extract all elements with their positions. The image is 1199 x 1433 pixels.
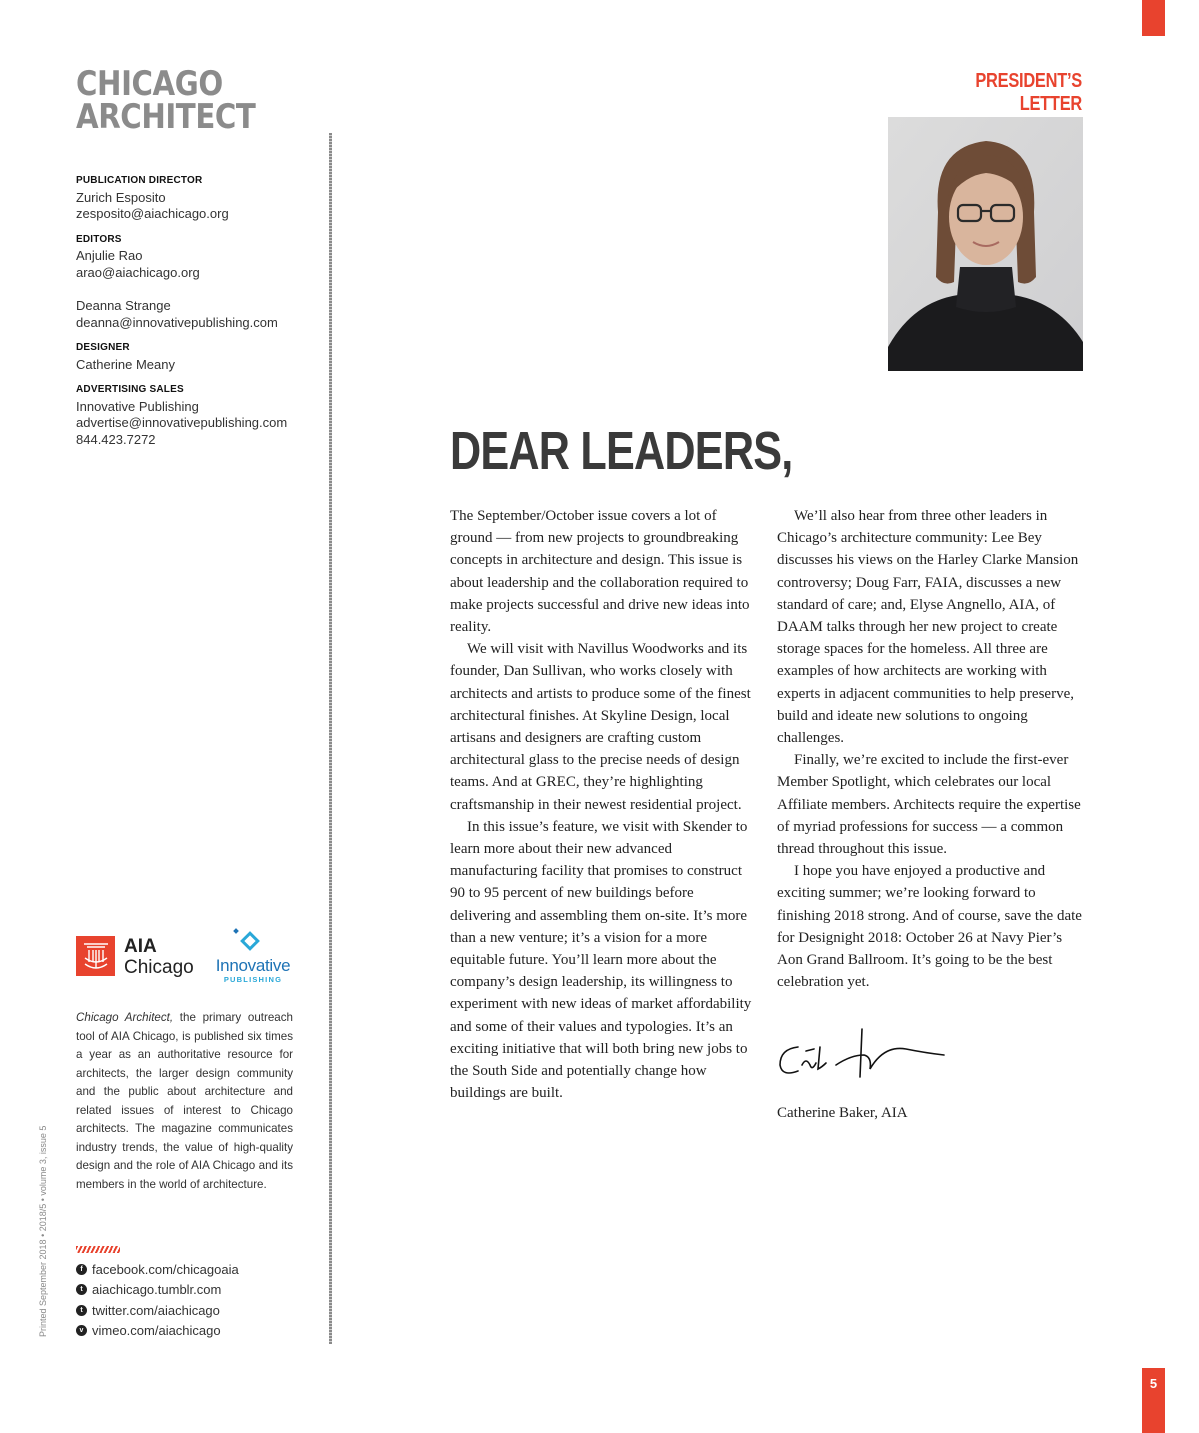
staff-name: Anjulie Rao — [76, 248, 143, 263]
signer-name: Catherine Baker, AIA — [777, 1105, 908, 1121]
masthead-line-1: CHICAGO — [76, 64, 223, 104]
section-label-text: PRESIDENT’S LETTER — [975, 70, 1082, 115]
staff-email[interactable]: advertise@innovativepublishing.com — [76, 415, 288, 430]
social-link-text[interactable]: vimeo.com/aiachicago — [92, 1323, 221, 1339]
headline-text: DEAR LEADERS, — [450, 421, 793, 481]
innovative-logo-name: Innovative — [215, 956, 291, 975]
aia-chicago-logo-text — [124, 936, 194, 978]
staff-role: DESIGNER — [76, 342, 130, 353]
about-text: the primary outreach tool of AIA Chicago, is published six times a year as an authoritative resource for architects, the larger design community and the public about architecture and related issues of interest to Chicago architects. The magazine communicates industry trends, the value of high-quality design and the role of AIA Chicago and its members in the world of architecture. — [76, 1011, 294, 1191]
letter-paragraph: I hope you have enjoyed a productive and exciting summer; we’re looking forward to finishing 2018 strong. And of course, save the date for Designight 2018: October 26 at Navy Pier’s Aon Grand Ballroom. It’s going to be the best celebration yet. — [777, 863, 1082, 991]
staff-role: ADVERTISING SALES — [76, 384, 184, 395]
president-portrait — [888, 117, 1083, 371]
about-blurb — [76, 1009, 293, 1194]
facebook-icon: f — [76, 1264, 87, 1275]
aia-logo-icon — [76, 936, 115, 976]
staff-role: EDITORS — [76, 233, 122, 245]
staff-email[interactable]: zesposito@aiachicago.org — [76, 206, 229, 221]
innovative-logo-sub: PUBLISHING — [223, 975, 283, 984]
staff-email[interactable]: arao@aiachicago.org — [76, 264, 200, 280]
twitter-icon: t — [76, 1305, 87, 1316]
letter-paragraph: The September/October issue covers a lot of ground — from new projects to groundbreaking concepts in architecture and design. This issue is about leadership and the collaboration required to make projects successful and drive new ideas into reality. — [450, 508, 750, 636]
masthead-title — [76, 64, 336, 137]
staff-name: Innovative Publishing — [76, 398, 199, 414]
social-link-vimeo[interactable] — [76, 1321, 239, 1342]
staff-role: PUBLICATION DIRECTOR — [76, 175, 203, 186]
headline — [450, 420, 878, 482]
social-link-text[interactable]: facebook.com/chicagoaia — [92, 1261, 239, 1277]
innovative-logo-icon — [232, 928, 266, 958]
section-label — [900, 70, 1082, 116]
staff-name: Catherine Meany — [76, 356, 175, 372]
social-link-tumblr[interactable] — [76, 1280, 239, 1301]
social-link-text[interactable]: aiachicago.tumblr.com — [92, 1282, 222, 1298]
staff-name: Deanna Strange — [76, 298, 171, 313]
letter-paragraph: We’ll also hear from three other leaders in Chicago’s architecture community: Lee Bey discusses his views on the Harley Clarke Mansion controversy; Doug Farr, FAIA, discusses a new standard of care; and, Elyse Angnello, AIA, of DAAM talks through her new project to create storage spaces for the homeless. All three are examples of how architects are working with experts in adjacent communities to help preserve, build and ideate new solutions to ongoing challenges. — [777, 508, 1079, 747]
print-note: Printed September 2018 • 2018/5 • volume 3, issue 5 — [38, 1125, 48, 1337]
decorative-stripes — [76, 1246, 120, 1253]
about-italic-title: Chicago Architect, — [76, 1011, 174, 1024]
letter-paragraph: In this issue’s feature, we visit with Skender to learn more about their new advanced manufacturing facility that promises to construct 90 to 95 percent of new buildings before delivering and assembling them on-site. It’s more than a new venture; it’s a vision for a more equitable future. You’ll learn more about the company’s design leadership, its willingness to experiment with new ideas of market affordability and some of their values and typologies. It’s an exciting initiative that will both bring new jobs to the South Side and potentially change how buildings are built. — [450, 818, 752, 1102]
page-number: 5 — [1149, 1376, 1158, 1391]
signature-image — [776, 1025, 951, 1085]
letter-column-1 — [450, 505, 755, 1104]
letter-paragraph: We will visit with Navillus Woodworks and its founder, Dan Sullivan, who works closely with architects and artists to produce some of the finest architectural finishes. At Skyline Design, local artisans and designers are crafting custom architectural glass to the precise needs of design teams. And at GREC, they’re highlighting craftsmanship in their newest residential project. — [450, 641, 751, 813]
staff-phone: 844.423.7272 — [76, 431, 156, 447]
vimeo-icon: v — [76, 1325, 87, 1336]
staff-name: Zurich Esposito — [76, 189, 166, 205]
vertical-divider — [329, 133, 332, 1344]
tumblr-icon: t — [76, 1284, 87, 1295]
staff-list — [76, 173, 326, 448]
red-tab-top — [1142, 0, 1165, 36]
social-link-text[interactable]: twitter.com/aiachicago — [92, 1302, 220, 1318]
letter-paragraph: Finally, we’re excited to include the first-ever Member Spotlight, which celebrates our local Affiliate members. Architects require the expertise of myriad professions for success — a common thread throughout this issue. — [777, 752, 1081, 858]
aia-logo-line-1: AIA — [124, 936, 157, 957]
letter-column-2 — [777, 505, 1082, 993]
staff-email[interactable]: deanna@innovativepublishing.com — [76, 314, 278, 330]
innovative-logo-text — [215, 957, 291, 984]
social-link-facebook[interactable] — [76, 1259, 239, 1280]
masthead-line-2: ARCHITECT — [76, 97, 256, 137]
social-link-twitter[interactable] — [76, 1300, 239, 1321]
social-links — [76, 1259, 239, 1341]
aia-logo-line-2: Chicago — [124, 957, 194, 978]
